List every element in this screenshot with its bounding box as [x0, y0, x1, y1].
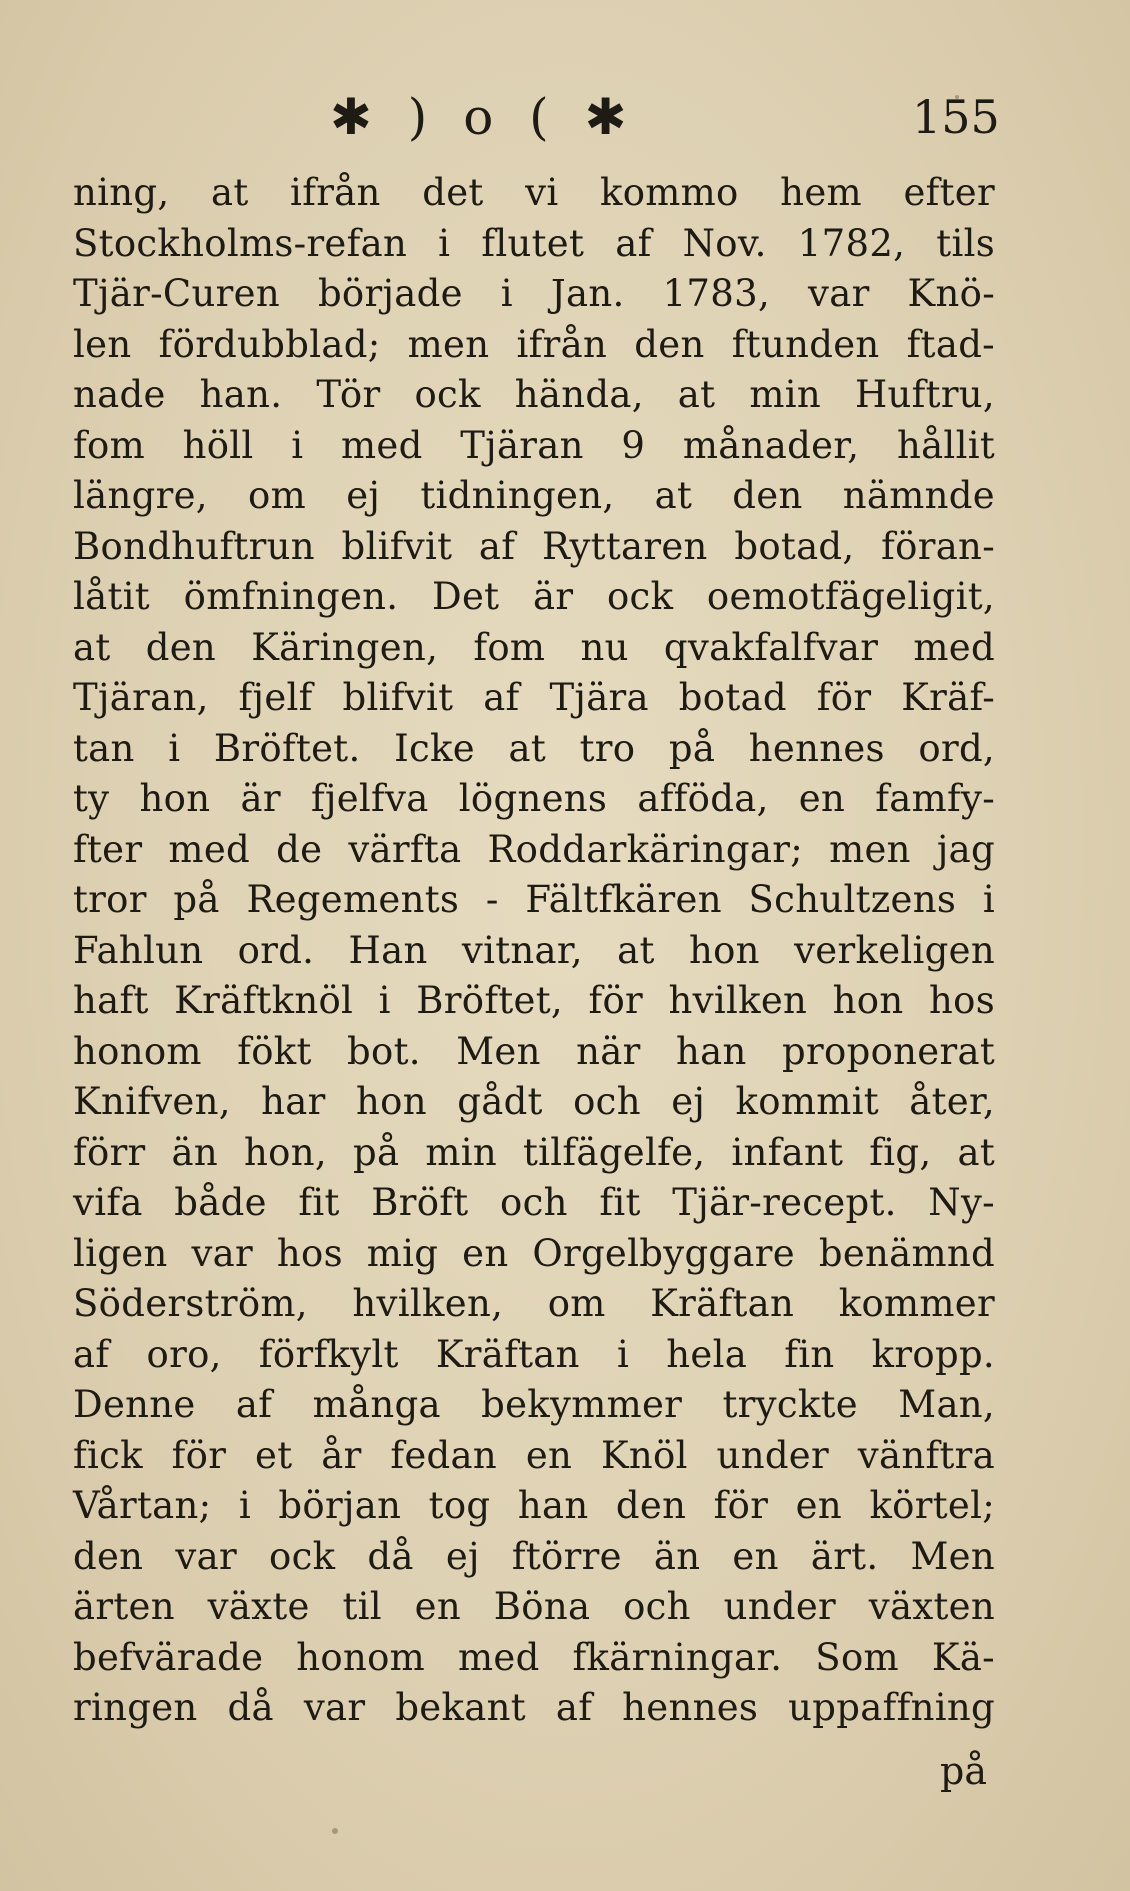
text-line: Söderström, hvilken, om Kräftan kommer	[73, 1282, 995, 1325]
text-line: längre, om ej tidningen, at den nämnde	[73, 474, 995, 517]
text-line: nade han. Tör ock hända, at min Huftru,	[73, 373, 995, 416]
text-line: ning, at ifrån det vi kommo hem efter	[73, 171, 995, 214]
ink-speck	[955, 95, 959, 99]
text-line: af oro, förfkylt Kräftan i hela fin kropp.	[73, 1332, 995, 1376]
text-line: len fördubblad; men ifrån den ftunden ftad-	[73, 322, 995, 366]
text-line: ligen var hos mig en Orgelbyggare benämnd	[73, 1231, 995, 1275]
text-line: Knifven, har hon gådt och ej kommit åter,	[73, 1080, 995, 1123]
text-line: låtit ömfningen. Det är ock oemotfägeligit,	[73, 575, 995, 618]
body-text	[73, 168, 995, 1734]
running-header	[0, 82, 1130, 152]
text-line: förr än hon, på min tilfägelfe, infant fig, at	[73, 1130, 995, 1174]
text-line: haft Kräftknöl i Bröftet, för hvilken hon hos	[73, 979, 995, 1022]
page-number: 155	[912, 90, 1000, 144]
text-line: vifa både fit Bröft och fit Tjär-recept. Ny-	[73, 1181, 995, 1224]
text-line: den var ock då ej ftörre än en ärt. Men	[73, 1534, 995, 1578]
header-ornament: ✱ ) o ( ✱	[330, 88, 637, 146]
text-line: fick för et år fedan en Knöl under vänftra	[73, 1433, 995, 1477]
text-line: Stockholms-refan i flutet af Nov. 1782, tils	[73, 221, 995, 265]
text-line: Denne af många bekymmer tryckte Man,	[73, 1383, 995, 1426]
catchword: på	[940, 1749, 987, 1793]
text-line: fter med de värfta Roddarkäringar; men jag	[73, 827, 995, 871]
text-line: ty hon är fjelfva lögnens afföda, en famfy-	[73, 777, 995, 820]
text-line: Bondhuftrun blifvit af Ryttaren botad, föran-	[73, 524, 995, 568]
text-line: Tjäran, fjelf blifvit af Tjära botad för Kräf-	[73, 676, 995, 719]
ink-speck	[332, 1828, 338, 1834]
text-line: at den Käringen, fom nu qvakfalfvar med	[73, 625, 995, 669]
text-line: befvärade honom med fkärningar. Som Kä-	[73, 1635, 995, 1679]
text-line: fom höll i med Tjäran 9 månader, hållit	[73, 423, 995, 467]
text-line: ringen då var bekant af hennes uppaffning	[73, 1686, 995, 1729]
text-line: Fahlun ord. Han vitnar, at hon verkeligen	[73, 928, 995, 972]
text-line: ärten växte til en Böna och under växten	[73, 1585, 995, 1628]
text-line: Tjär-Curen började i Jan. 1783, var Knö-	[73, 272, 995, 315]
text-line: Vårtan; i början tog han den för en körtel;	[73, 1484, 995, 1527]
text-line: tror på Regements - Fältfkären Schultzens i	[73, 878, 995, 921]
text-line: tan i Bröftet. Icke at tro på hennes ord,	[73, 726, 995, 770]
text-line: honom fökt bot. Men när han proponerat	[73, 1029, 995, 1073]
